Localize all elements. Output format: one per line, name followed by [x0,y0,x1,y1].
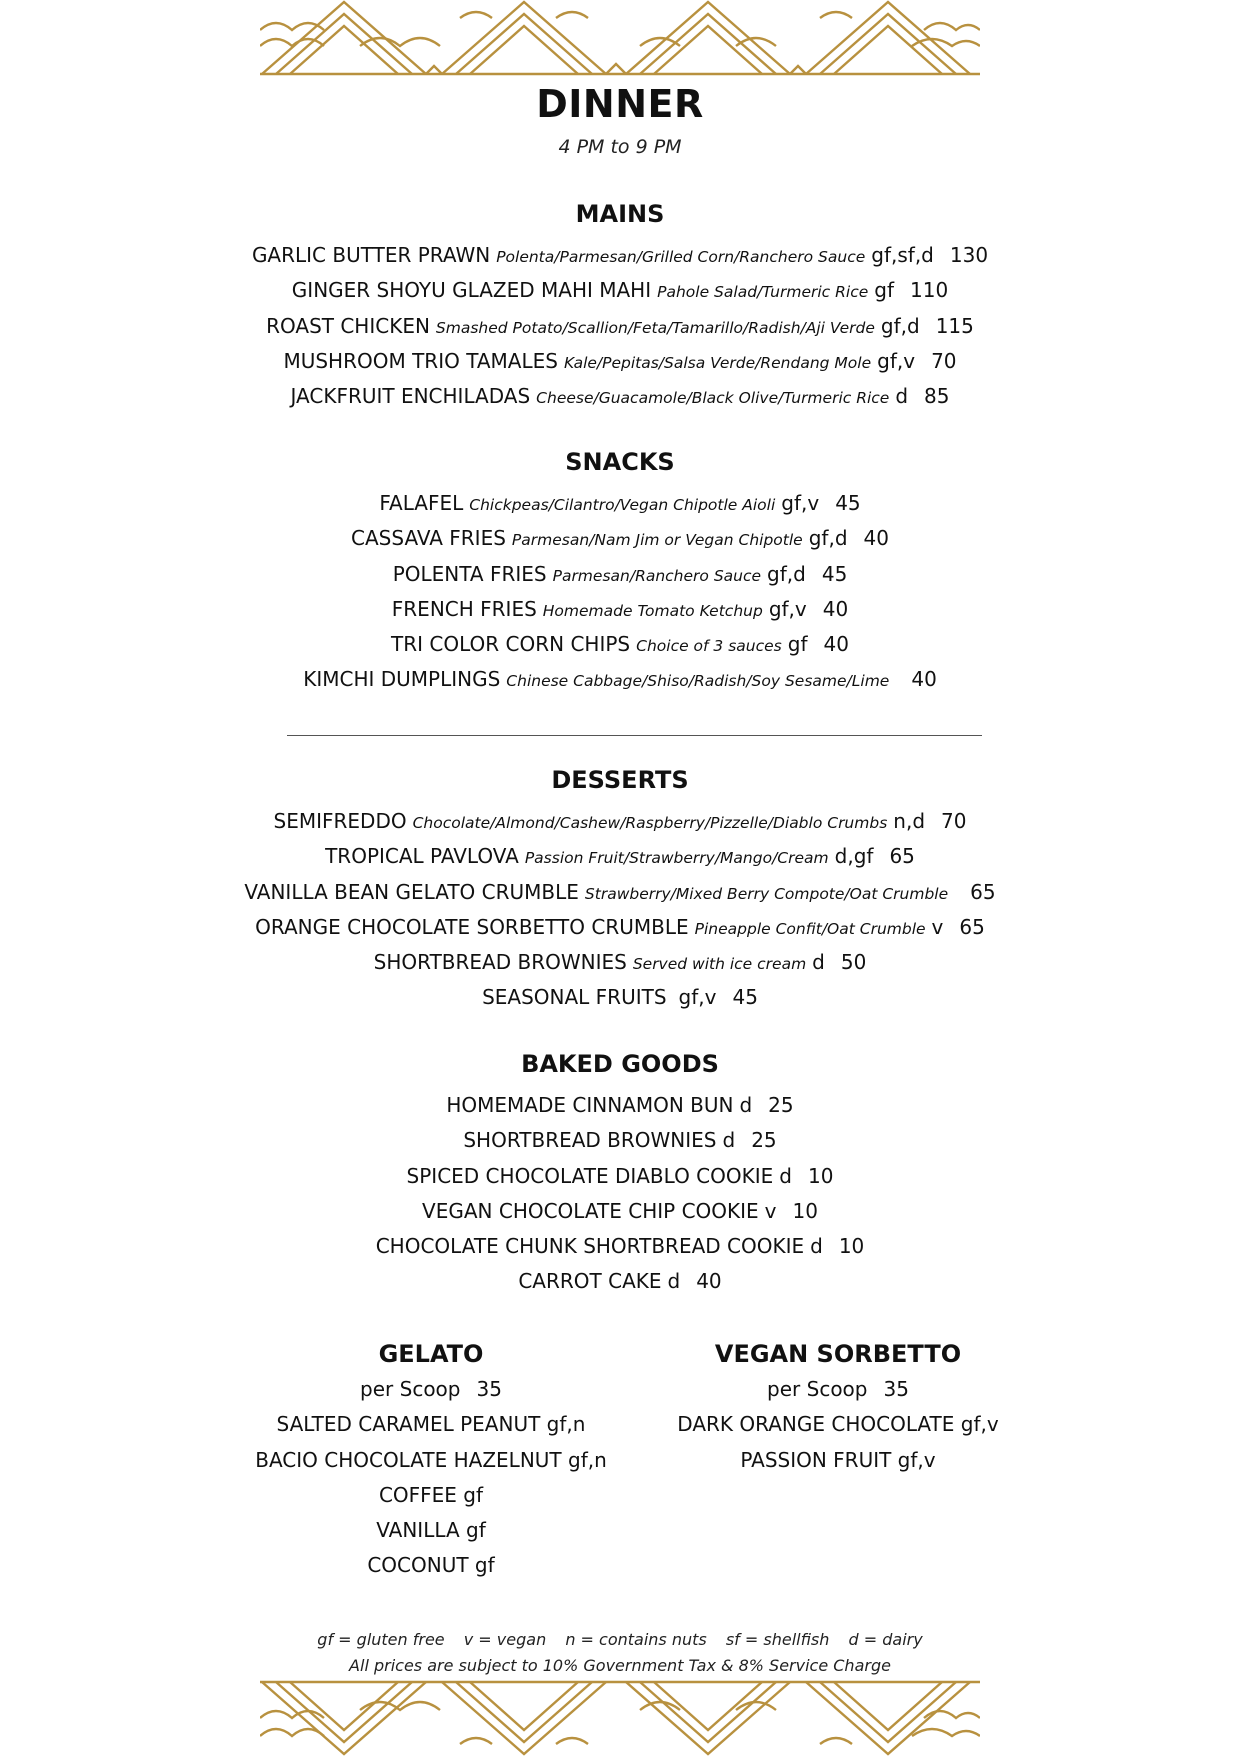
menu-item: SHORTBREAD BROWNIES d 25 [463,1128,777,1153]
menu-item: JACKFRUIT ENCHILADAS Cheese/Guacamole/Black Olive/Turmeric Rice d 85 [290,384,950,409]
legend-item: gf = gluten free [317,1630,445,1649]
legend-item: sf = shellfish [725,1630,830,1649]
per-scoop-price: per Scoop 35 [767,1377,909,1401]
menu-item: KIMCHI DUMPLINGS Chinese Cabbage/Shiso/Radish/Soy Sesame/Lime 40 [303,667,937,692]
vegan-sorbetto-list [628,1372,1048,1478]
legend-item: d = dairy [848,1630,923,1649]
dietary-legend [0,1630,1240,1649]
menu-item: GINGER SHOYU GLAZED MAHI MAHI Pahole Salad/Turmeric Rice gf 110 [291,278,949,303]
gelato-list [221,1372,641,1584]
menu-item: GARLIC BUTTER PRAWN Polenta/Parmesan/Grilled Corn/Ranchero Sauce gf,sf,d 130 [251,243,989,267]
per-scoop-price: per Scoop 35 [360,1377,502,1401]
price-note: All prices are subject to 10% Government Tax & 8% Service Charge [349,1656,891,1675]
menu-item: VEGAN CHOCOLATE CHIP COOKIE v 10 [422,1198,818,1223]
menu-item: CHOCOLATE CHUNK SHORTBREAD COOKIE d 10 [375,1234,865,1259]
decorative-border-bottom [260,1678,980,1756]
section-heading-baked-goods: BAKED GOODS [521,1050,719,1078]
snacks-list [0,486,1240,698]
list-item: BACIO CHOCOLATE HAZELNUT gf,n [255,1447,607,1472]
list-item: DARK ORANGE CHOCOLATE gf,v [677,1412,999,1437]
service-hours: 4 PM to 9 PM [558,136,682,158]
list-item: PASSION FRUIT gf,v [740,1447,936,1472]
section-gelato [221,1336,641,1584]
list-item: VANILLA gf [376,1518,486,1543]
menu-item: SHORTBREAD BROWNIES Served with ice cream d 50 [373,950,867,975]
decorative-border-top [260,0,980,78]
art-deco-pattern-icon [260,1678,980,1756]
list-item: COFFEE gf [378,1482,484,1507]
menu-item: SPICED CHOCOLATE DIABLO COOKIE d 10 [406,1163,834,1188]
section-heading-mains: MAINS [575,200,665,228]
menu-item: POLENTA FRIES Parmesan/Ranchero Sauce gf,d 45 [392,561,848,586]
menu-item: CASSAVA FRIES Parmesan/Nam Jim or Vegan Chipotle gf,d 40 [351,526,889,551]
desserts-list [0,804,1240,1016]
menu-item: ORANGE CHOCOLATE SORBETTO CRUMBLE Pineapple Confit/Oat Crumble v 65 [255,914,985,939]
section-heading-snacks: SNACKS [565,448,675,476]
menu-item: ROAST CHICKEN Smashed Potato/Scallion/Feta/Tamarillo/Radish/Aji Verde gf,d 115 [266,313,974,338]
menu-item: FRENCH FRIES Homemade Tomato Ketchup gf,v 40 [391,596,849,621]
section-heading-gelato: GELATO [378,1340,484,1368]
list-item: COCONUT gf [367,1553,495,1578]
menu-item: FALAFEL Chickpeas/Cilantro/Vegan Chipotle Aioli gf,v 45 [379,491,861,515]
menu-item: SEASONAL FRUITS gf,v 45 [482,985,758,1010]
section-heading-vegan-sorbetto: VEGAN SORBETTO [714,1340,962,1368]
legend-item: n = contains nuts [565,1630,707,1649]
section-heading-desserts: DESSERTS [551,766,689,794]
menu-item: MUSHROOM TRIO TAMALES Kale/Pepitas/Salsa Verde/Rendang Mole gf,v 70 [283,348,957,373]
section-vegan-sorbetto [628,1336,1048,1478]
menu-item: CARROT CAKE d 40 [518,1269,722,1294]
mains-list [0,238,1240,414]
art-deco-pattern-icon [260,0,980,78]
menu-item: SEMIFREDDO Chocolate/Almond/Cashew/Raspberry/Pizzelle/Diablo Crumbs n,d 70 [273,809,967,833]
menu-item: TRI COLOR CORN CHIPS Choice of 3 sauces gf 40 [391,632,849,657]
baked-goods-list [0,1088,1240,1300]
list-item: SALTED CARAMEL PEANUT gf,n [276,1412,586,1437]
menu-item: HOMEMADE CINNAMON BUN d 25 [446,1093,794,1117]
section-divider [287,735,982,736]
page-title: DINNER [536,82,704,126]
menu-item: VANILLA BEAN GELATO CRUMBLE Strawberry/Mixed Berry Compote/Oat Crumble 65 [244,879,996,904]
legend-item: v = vegan [463,1630,547,1649]
menu-item: TROPICAL PAVLOVA Passion Fruit/Strawberry/Mango/Cream d,gf 65 [325,844,915,869]
